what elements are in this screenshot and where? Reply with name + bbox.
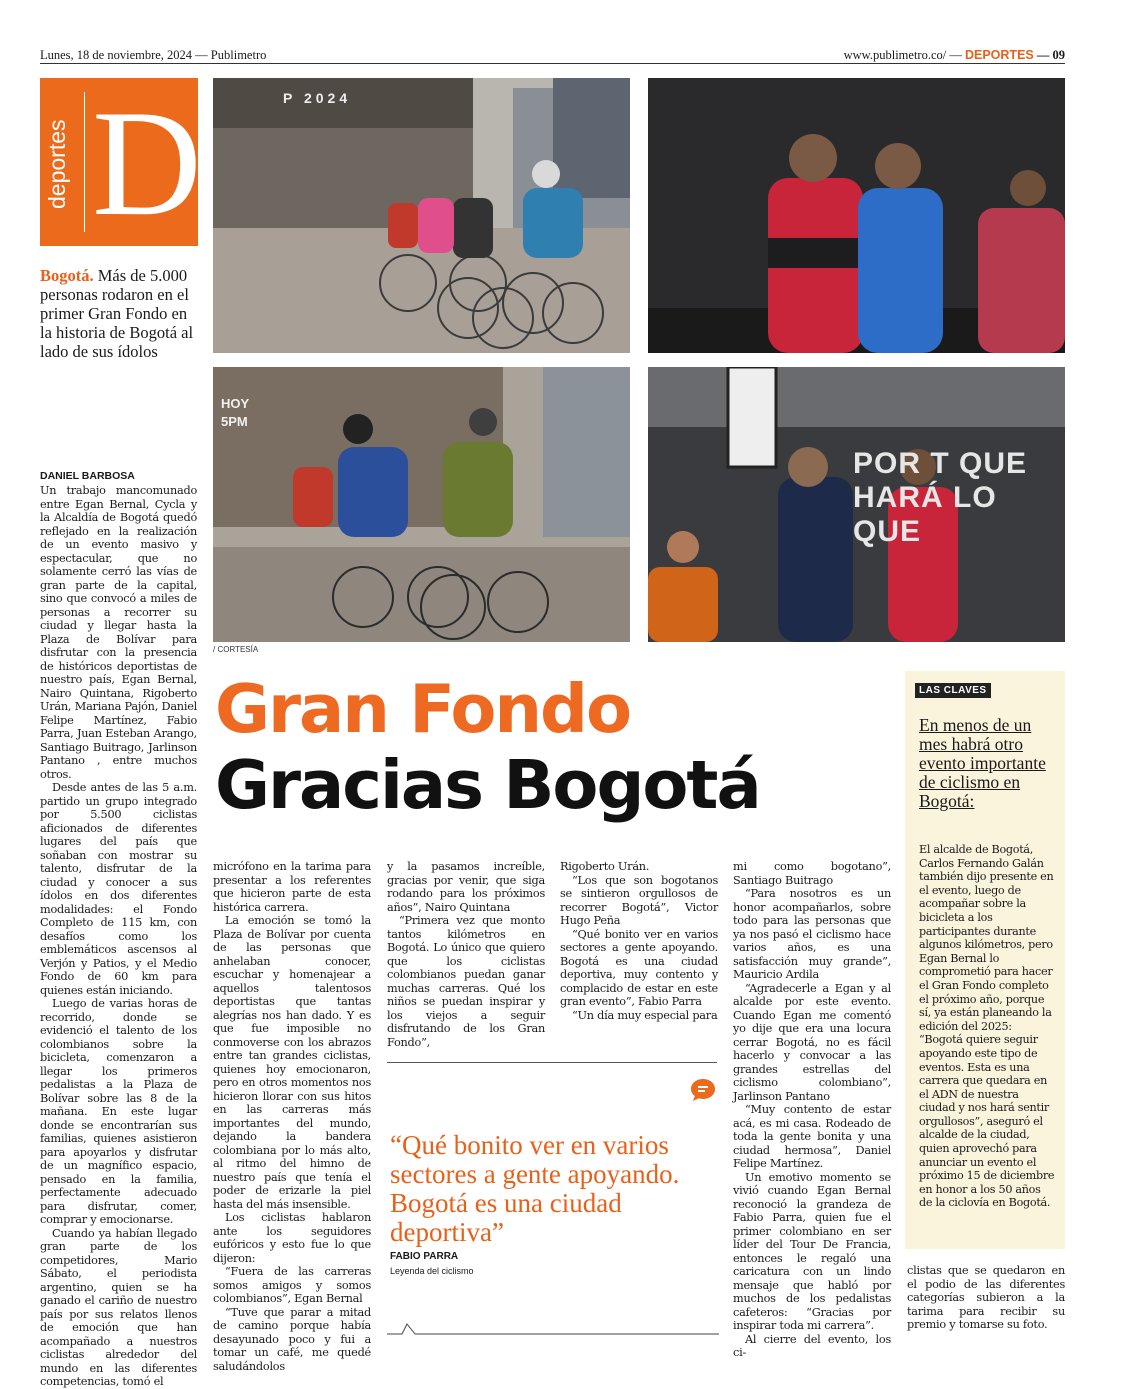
key-points-box xyxy=(905,671,1065,1249)
header-rule xyxy=(40,63,1065,64)
section-logo-divider xyxy=(84,92,85,232)
body-paragraph: micrófono en la tarima para presentar a los referentes que hicieron parte de esta histórica carrera. xyxy=(213,860,371,914)
body-paragraph: “Agradecerle a Egan y al alcalde por este evento. Cuando Egan me comentó yo dije que era una locura cerrar Bogotá, no es fácil hacerlo y convocar a las grandes estrellas del ciclismo colombiano”, Jarlinson Pantano xyxy=(733,981,891,1103)
section-logo-letter: D xyxy=(92,79,202,247)
body-column-2 xyxy=(213,860,371,1373)
intro-city: Bogotá. xyxy=(40,266,94,285)
intro-text: Más de 5.000 personas rodaron en el primer Gran Fondo en la historia de Bogotá al lado de sus ídolos xyxy=(40,266,194,361)
page-header-right xyxy=(844,48,1065,63)
pullquote-top-rule xyxy=(387,1062,717,1063)
photo-caricature-gift xyxy=(648,367,1065,642)
body-paragraph: Al cierre del evento, los ci- xyxy=(733,1332,891,1359)
page-number: — 09 xyxy=(1036,48,1065,62)
pullquote-bottom-rule xyxy=(387,1320,719,1338)
page-date-line: Lunes, 18 de noviembre, 2024 — Publimetro xyxy=(40,48,267,62)
body-column-4 xyxy=(560,860,718,1022)
body-column-5 xyxy=(733,860,891,1360)
body-paragraph: “Muy contento de estar acá, es mi casa. Rodeado de toda la gente bonita y una ciudad hermosa”, Daniel Felipe Martínez. xyxy=(733,1103,891,1170)
intro-summary xyxy=(40,266,200,361)
marquee-text: HOY 5PM xyxy=(221,396,249,429)
section-logo-word: deportes xyxy=(44,119,70,209)
body-paragraph: “Qué bonito ver en varios sectores a gente apoyando. Bogotá es una ciudad deportiva, muy contento y complacido de estar en este gran evento”, Fabio Parra xyxy=(560,927,718,1008)
speech-bubble-icon xyxy=(690,1078,716,1102)
photo-peloton-theater xyxy=(213,367,630,642)
body-column-6 xyxy=(907,1264,1065,1332)
stage-screen-text: POR T QUE HARÁ LO QUE xyxy=(853,447,1028,548)
photo-riders-street xyxy=(213,78,630,353)
body-paragraph: “Tuve que parar a mitad de camino porque había desayunado poco y fui a tomar un café, me quedé saludándolos xyxy=(213,1305,371,1373)
key-points-body: El alcalde de Bogotá, Carlos Fernando Galán también dijo presente en el evento, luego de acompañar sobre la bicicleta a los participantes durante algunos kilómetros, pero Egan Bernal lo comprometió para hacer el Gran Fondo completo el próximo año, porque sí, ya están planeando la edición del 2025: “Bogotá quiere seguir apoyando este tipo de eventos. Esta es una carrera que quedara en el ADN de nuestra ciudad y nos hará sentir orgullosos”, aseguró el alcalde de la ciudad, quien aprovechó para anunciar un evento el próximo 15 de diciembre en honor a los 50 años de la ciclovía en Bogotá. xyxy=(919,843,1055,1210)
body-paragraph: clistas que se quedaron en el podio de las diferentes categorías subieron a la tarima para recibir su premio y tomarse su foto. xyxy=(907,1264,1065,1331)
key-points-tag: LAS CLAVES xyxy=(915,683,991,698)
body-paragraph: Cuando ya habían llegado gran parte de los competidores, Mario Sábato, el periodista argentino, quien se ha ganado el cariño de nuestro país por sus relatos llenos de emoción que han acompañado a nuestros ciclistas alrededor del mundo en las diferentes competencias, tomó el xyxy=(40,1226,197,1388)
body-paragraph: “Un día muy especial para xyxy=(572,1008,718,1022)
pullquote-text: “Qué bonito ver en varios sectores a gente apoyando. Bogotá es una ciudad deportiva” xyxy=(390,1130,680,1247)
byline: DANIEL BARBOSA xyxy=(40,470,135,482)
body-paragraph: “Fuera de las carreras somos amigos y somos colombianos”, Egan Bernal xyxy=(213,1265,371,1305)
section-logo xyxy=(40,78,202,247)
pullquote-author: FABIO PARRA xyxy=(390,1251,459,1262)
photo-stage-speakers xyxy=(648,78,1065,353)
banner-text: P 2024 xyxy=(283,90,352,106)
headline-line2: Gracias Bogotá xyxy=(215,746,760,824)
body-paragraph: Luego de varias horas de recorrido, donde se evidenció el talento de los colombianos sobre la bicicleta, comenzaron a llegar los primeros pedalistas a la Plaza de Bolívar sobre las 8 de la mañana. En este lugar donde se encontrarían sus familias, quienes asistieron para apoyarlos y disfrutar de un magnífico espacio, pensado en la familia, perfectamente adecuado para disfrutar, comer, comprar y emocionarse. xyxy=(40,997,197,1226)
body-paragraph: Rigoberto Urán. xyxy=(560,860,650,873)
body-paragraph: Un emotivo momento se vivió cuando Egan Bernal reconoció la grandeza de Fabio Parra, quien fue el primer colombiano en ser líder del Tour De Francia, entonces le regaló una caricatura con un lindo mensaje que habló por muchos de los pedalistas cafeteros: “Gracias por inspirar toda mi carrera”. xyxy=(733,1170,891,1332)
body-column-1 xyxy=(40,484,197,1389)
body-paragraph: “Primera vez que monto tantos kilómetros en Bogotá. Lo único que quiero que los ciclistas colombianos puedan ganar muchas carreras. Qué los niños se puedan inspirar y los viejos a seguir disfrutando de los Gran Fondo”, xyxy=(387,914,545,1049)
photo-credit: / CORTESÍA xyxy=(213,645,259,654)
body-paragraph: Un trabajo mancomunado entre Egan Bernal, Cycla y la Alcaldía de Bogotá quedó reflejado en la realización de un evento masivo y espectacular, que no solamente cerró las vías de gran parte de la capital, sino que convocó a miles de personas a recorrer su ciudad y llegar hasta la Plaza de Bolívar para disfrutar con la presencia de históricos deportistas de nuestro país, Egan Bernal, Nairo Quintana, Rigoberto Urán, Mariana Pajón, Daniel Felipe Martínez, Fabio Parra, Juan Esteban Arango, Santiago Buitrago, Jarlinson Pantano , entre muchos otros. xyxy=(40,484,197,781)
headline-line1: Gran Fondo xyxy=(215,670,631,748)
body-paragraph: mi como bogotano”, Santiago Buitrago xyxy=(733,860,891,887)
body-paragraph: Desde antes de las 5 a.m. partido un grupo integrado por 5.500 ciclistas aficionados de diferentes lugares del país que soñaban con mostrar su talento, disfrutar de la ciudad y conocer a sus ídolos en dos diferentes modalidades: el Fondo Completo de 115 km, con desafíos como los emblemáticos ascensos al Verjón y Patios, y el Medio Fondo de 60 km para quienes están iniciando. xyxy=(40,781,197,997)
body-column-3 xyxy=(387,860,545,1049)
body-paragraph: “Los que son bogotanos se sintieron orgullosos de recorrer Bogotá”, Victor Hugo Peña xyxy=(560,873,718,927)
section-name: DEPORTES xyxy=(964,48,1034,62)
body-paragraph: “Para nosotros es un honor acompañarlos, sobre todo para las personas que ya nos pasó el ciclismo hace varios años, es una satisfacción muy grande”, Mauricio Ardila xyxy=(733,887,891,981)
body-paragraph: y la pasamos increíble, gracias por venir, que siga rodando para los próximos años”, Nairo Quintana xyxy=(387,860,545,914)
body-paragraph: Los ciclistas hablaron ante los seguidores eufóricos y esto fue lo que dijeron: xyxy=(213,1211,371,1265)
pullquote-author-role: Leyenda del ciclismo xyxy=(390,1266,474,1276)
body-paragraph: La emoción se tomó la Plaza de Bolívar por cuenta de las personas que anhelaban conocer, escuchar y homenajear a aquellos talentosos deportistas que tantas alegrías nos han dado. Y es que fue imposible no conmoverse con los abrazos entre tan grandes ciclistas, quienes hoy emocionaron, pero en otros momentos nos hicieron llorar con sus hitos en las carreras más importantes del mundo, dejando la bandera colombiana por lo más alto, al ritmo del himno de nuestro país que tenía el poder de erizarle la piel hasta del más insensible. xyxy=(213,914,371,1211)
site-url[interactable]: www.publimetro.co/ — xyxy=(843,48,962,62)
key-points-headline: En menos de un mes habrá otro evento importante de ciclismo en Bogotá: xyxy=(919,715,1046,811)
